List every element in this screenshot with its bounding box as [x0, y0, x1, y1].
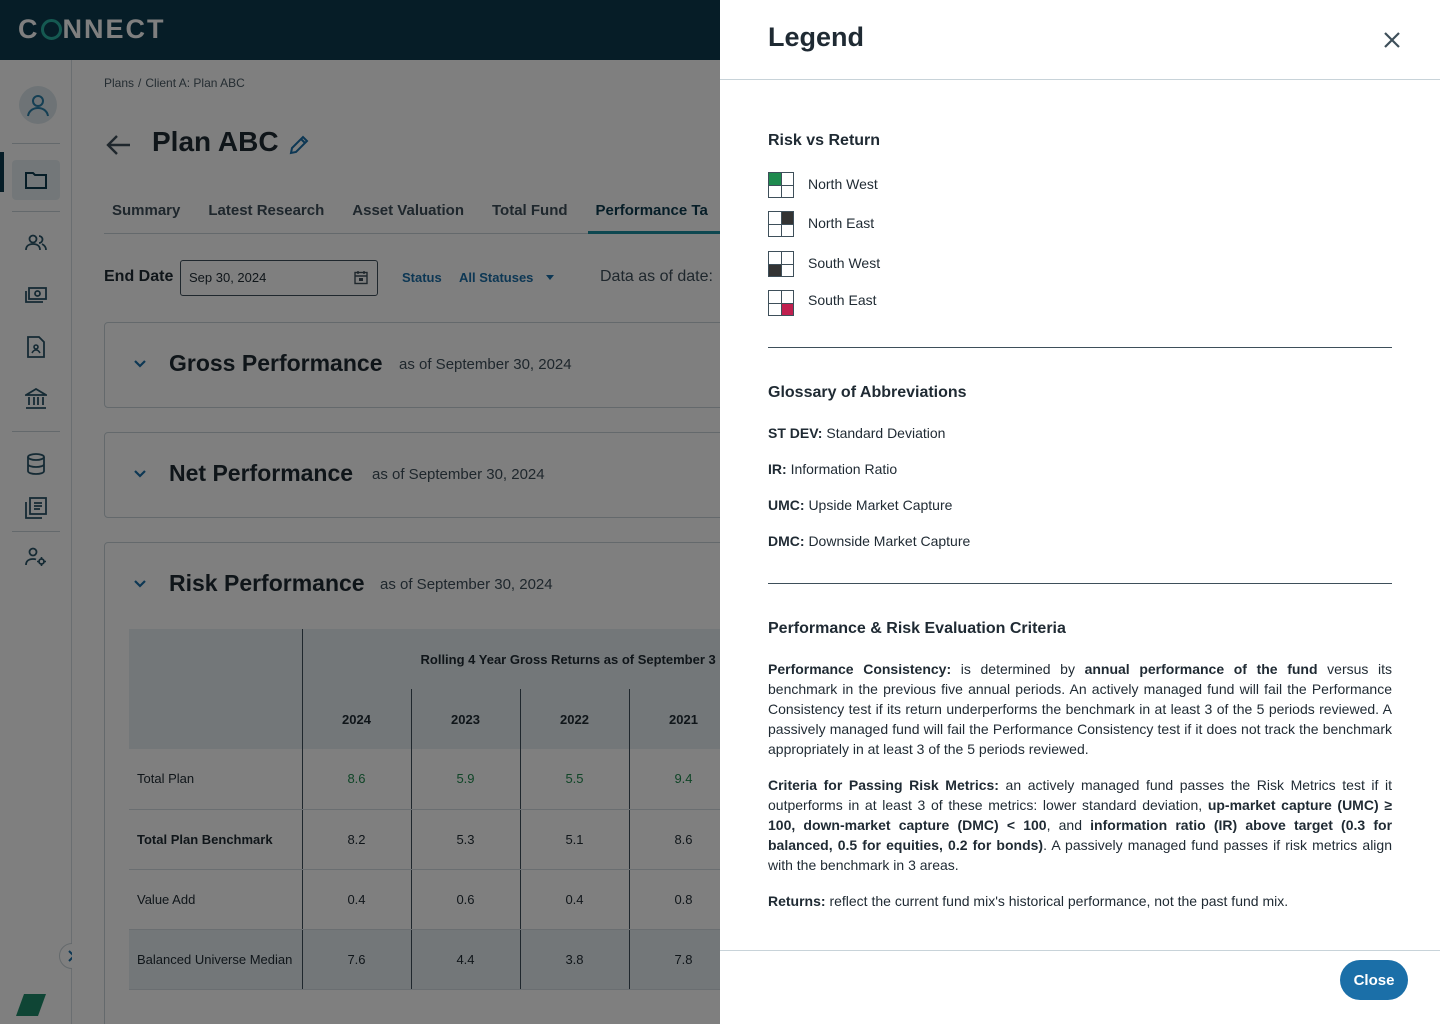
- drawer-title: Legend: [768, 22, 865, 52]
- quadrant-fill: [769, 173, 781, 185]
- quadrant-fill: [781, 212, 793, 224]
- drawer-footer: [720, 950, 1440, 1024]
- drawer-header: [720, 0, 1440, 80]
- quadrant-se-icon: [768, 290, 794, 316]
- legend-item-north-east: [768, 211, 1168, 237]
- criteria-performance-consistency: Performance Consistency: is determined by annual performance of the fund versus its benchmark in the previous five annual periods. An actively managed fund will fail the Performance Consistency test if its return underperforms the benchmark in at least 3 of the 5 periods reviewed. A passively managed fund will fail the Performance Consistency test if it does not track the benchmark appropriately in at least 3 of the 5 periods reviewed.: [768, 661, 1393, 757]
- glossary-item: DMC: Downside Market Capture: [768, 533, 971, 549]
- legend-item-south-east: [768, 290, 1168, 316]
- close-icon[interactable]: [1380, 28, 1404, 52]
- legend-label: North West: [808, 176, 878, 192]
- criteria-returns: Returns: reflect the current fund mix's historical performance, not the past fund mix.: [768, 893, 1289, 909]
- legend-label: South West: [808, 255, 881, 271]
- section-title-criteria: Performance & Risk Evaluation Criteria: [768, 620, 1066, 637]
- section-divider: [768, 347, 1392, 348]
- section-title-risk-return: Risk vs Return: [768, 132, 881, 149]
- legend-item-north-west: [768, 172, 1168, 198]
- legend-item-south-west: [768, 251, 1168, 277]
- quadrant-sw-icon: [768, 251, 794, 277]
- quadrant-ne-icon: [768, 211, 794, 237]
- quadrant-fill: [781, 303, 793, 315]
- close-button[interactable]: Close: [1340, 960, 1408, 1000]
- legend-drawer: [720, 0, 1440, 1024]
- legend-label: South East: [808, 292, 877, 308]
- section-title-glossary: Glossary of Abbreviations: [768, 384, 967, 401]
- legend-label: North East: [808, 215, 875, 231]
- glossary-item: UMC: Upside Market Capture: [768, 497, 953, 513]
- criteria-risk-metrics: Criteria for Passing Risk Metrics: an actively managed fund passes the Risk Metrics test if it outperforms in at least 3 of these metrics: lower standard deviation, up-market capture (UMC) ≥ 100, down-market capture (DMC) < 100, and information ratio (IR) above target (0.3 for balanced, 0.5 for equities, 0.2 for bonds). A passively managed fund passes if risk metrics align with the benchmark in 3 areas.: [768, 777, 1393, 873]
- drawer-body: [768, 80, 1392, 950]
- quadrant-fill: [769, 264, 781, 276]
- glossary-item: ST DEV: Standard Deviation: [768, 425, 946, 441]
- quadrant-nw-icon: [768, 172, 794, 198]
- section-divider: [768, 583, 1392, 584]
- glossary-item: IR: Information Ratio: [768, 461, 898, 477]
